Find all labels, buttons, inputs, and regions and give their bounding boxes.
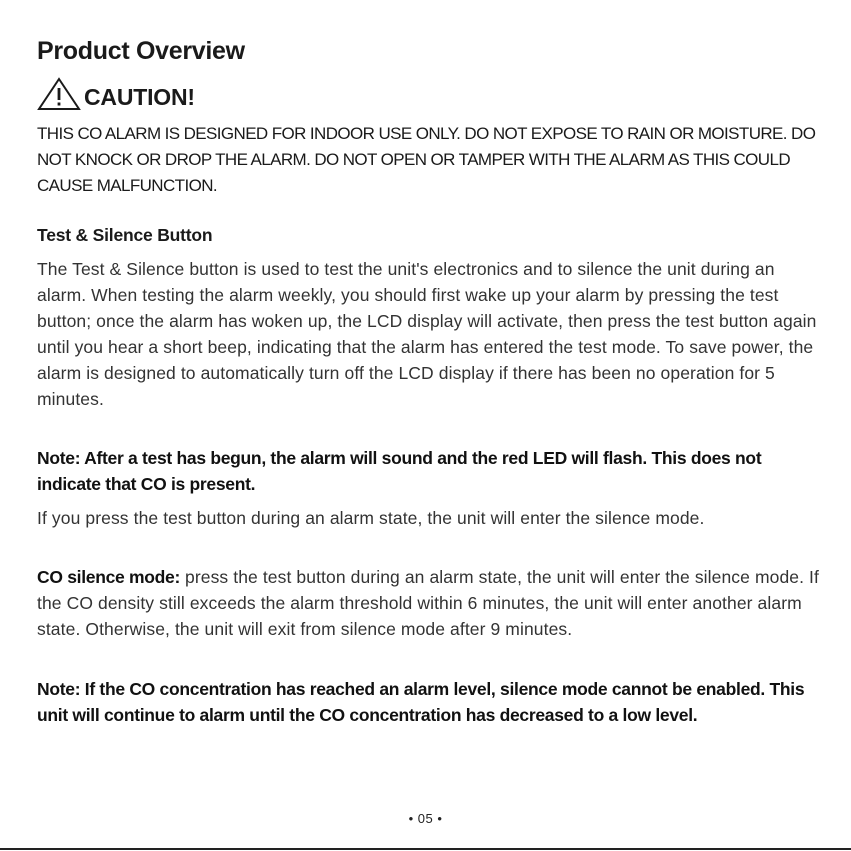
warning-triangle-icon	[37, 77, 81, 111]
caution-header	[37, 77, 195, 111]
silence-mode-paragraph: If you press the test button during an alarm state, the unit will enter the silence mode.	[37, 508, 705, 528]
co-silence-lead: CO silence mode:	[37, 567, 181, 587]
concentration-note: Note: If the CO concentration has reached an alarm level, silence mode cannot be enabled. This unit will continue to alarm until the CO concentration has decreased to a low level.	[37, 679, 805, 725]
section-heading: Test & Silence Button	[37, 225, 213, 245]
caution-label: CAUTION!	[84, 84, 195, 110]
bottom-rule	[0, 848, 851, 850]
test-note: Note: After a test has begun, the alarm will sound and the red LED will flash. This does not indicate that CO is present.	[37, 448, 762, 494]
caution-text: THIS CO ALARM IS DESIGNED FOR INDOOR USE ONLY. DO NOT EXPOSE TO RAIN OR MOISTURE. DO NOT KNOCK OR DROP THE ALARM. DO NOT OPEN OR TAMPER WITH THE ALARM AS THIS COULD CAUSE MALFUNCTION.	[37, 124, 816, 195]
page-number: • 05 •	[408, 811, 443, 826]
co-silence-paragraph	[37, 564, 827, 642]
test-silence-description: The Test & Silence button is used to test the unit's electronics and to silence the unit during an alarm. When testing the alarm weekly, you should first wake up your alarm by pressing the test button; once the alarm has woken up, the LCD display will activate, then press the test button again until you hear a short beep, indicating that the alarm has entered the test mode. To save power, the alarm is designed to automatically turn off the LCD display if there has been no operation for 5 minutes.	[37, 259, 817, 409]
page-title: Product Overview	[37, 37, 245, 65]
co-silence-text: press the test button during an alarm state, the unit will enter the silence mode. If the CO density still exceeds the alarm threshold within 6 minutes, the unit will enter another alarm state. Otherwise, the unit will exit from silence mode after 9 minutes.	[37, 567, 819, 639]
